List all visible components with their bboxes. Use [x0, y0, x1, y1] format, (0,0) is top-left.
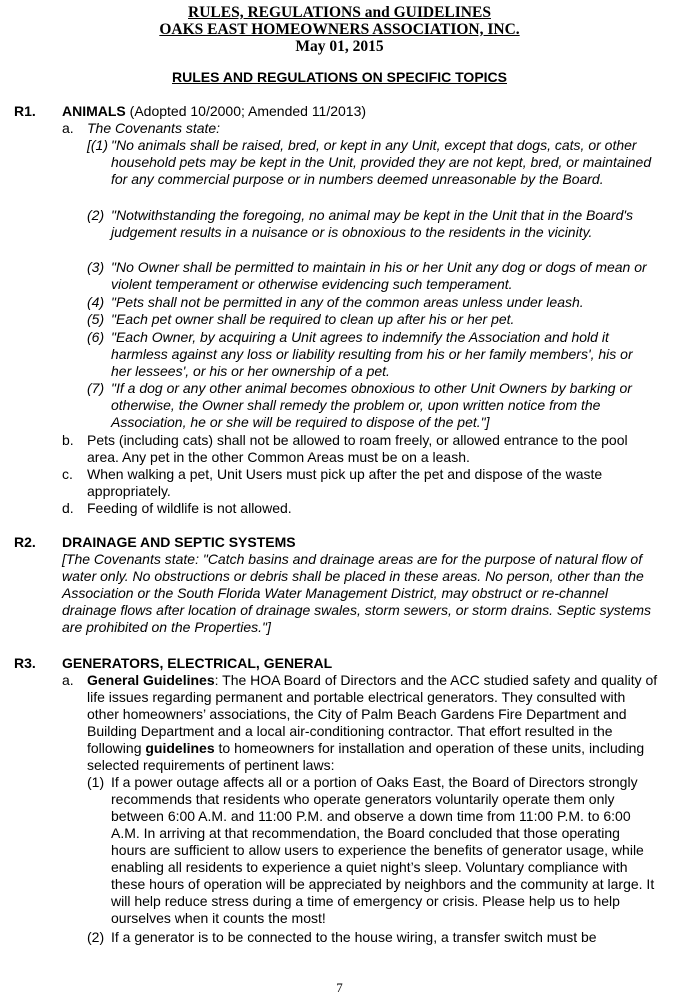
clause-label: (2): [87, 207, 105, 223]
clause-text: "Each Owner, by acquiring a Unit agrees to indemnify the Association and hold it harmless against any loss or liability resulting from his or her family members', his or her lessees', or his or her ownership of a pet.: [111, 329, 633, 379]
clause-label: (7): [87, 380, 105, 396]
section-note: (Adopted 10/2000; Amended 11/2013): [125, 103, 367, 119]
clause-text: "Notwithstanding the foregoing, no animal may be kept in the Unit that in the Board's judgement results in a nuisance or is obnoxious to the residents in the vicinity.: [111, 207, 634, 240]
clause-text: "Each pet owner shall be required to clean up after his or her pet.: [111, 311, 515, 327]
item-text: General Guidelines: The HOA Board of Directors and the ACC studied safety and quality of life issues regarding permanent and portable electrical generators. They consulted with other homeowners’ associations, the City of Palm Beach Gardens Fire Department and Building Department and a local air-conditioning contractor. That effort resulted in the following guidelines to homeowners for installation and operation of these units, including selected requirements of pertinent laws:: [87, 672, 658, 773]
guideline-label: (1): [87, 774, 105, 790]
item-text: The Covenants state:: [87, 120, 221, 136]
item-label: b.: [62, 432, 74, 448]
association-name: OAKS EAST HOMEOWNERS ASSOCIATION, INC.: [159, 21, 520, 38]
page-number: 7: [336, 980, 343, 995]
section-number: R2.: [14, 534, 36, 550]
guidelines-emphasis: guidelines: [145, 740, 215, 756]
item-label: d.: [62, 500, 74, 516]
section-number: R1.: [14, 103, 36, 119]
item-label: a.: [62, 120, 74, 136]
item-label: c.: [62, 466, 73, 482]
section-title: ANIMALS: [62, 103, 126, 119]
clause-label: (3): [87, 259, 105, 275]
clause-label: (4): [87, 294, 105, 310]
clause-text: "If a dog or any other animal becomes obnoxious to other Unit Owners by barking or otherwise, the Owner shall remedy the problem or, upon written notice from the Association, he or she will be required to dispose of the pet."]: [111, 380, 632, 430]
section-title: DRAINAGE AND SEPTIC SYSTEMS: [62, 534, 296, 550]
clause-label: [(1): [87, 137, 108, 153]
document-date: May 01, 2015: [295, 38, 384, 55]
guideline-text: If a power outage affects all or a portion of Oaks East, the Board of Directors strongly recommends that residents who operate generators voluntarily operate them only between 6:00 A.M. and 11:00 P.M. and observe a down time from 11:00 P.M. to 6:00 A.M. In arriving at that recommendation, the Board concluded that those operating hours are sufficient to allow users to experience the benefits of generator usage, while enabling all residents to experience a quiet night’s sleep. Voluntary compliance with these hours of operation will be appreciated by neighbors and the community at large. It will help reduce stress during a time of emergency or crisis. Please help us to help ourselves when it counts the most!: [111, 774, 655, 926]
clause-text: "No animals shall be raised, bred, or kept in any Unit, except that dogs, cats, or other household pets may be kept in the Unit, provided they are not kept, bred, or maintained for any commercial purpose or in numbers deemed unreasonable by the Board.: [111, 137, 652, 187]
document-title: RULES, REGULATIONS and GUIDELINES: [188, 4, 491, 21]
r2-covenant-text: [The Covenants state: "Catch basins and drainage areas are for the purpose of natural flow of water only. No obstructions or debris shall be placed in these areas. No person, other than the Association or the South Florida Water Management District, may obstruct or re-channel drainage flows after location of drainage swales, storm sewers, or storm drains. Septic systems are prohibited on the Properties."]: [62, 551, 652, 635]
section-subtitle: RULES AND REGULATIONS ON SPECIFIC TOPICS: [172, 69, 507, 85]
clause-text: "No Owner shall be permitted to maintain in his or her Unit any dog or dogs of mean or violent temperament or otherwise evidencing such temperament.: [111, 259, 647, 292]
item-label: a.: [62, 672, 74, 688]
section-title: GENERATORS, ELECTRICAL, GENERAL: [62, 655, 333, 671]
section-number: R3.: [14, 655, 36, 671]
item-text: When walking a pet, Unit Users must pick up after the pet and dispose of the waste appropriately.: [87, 466, 603, 499]
guideline-label: (2): [87, 929, 105, 945]
clause-label: (5): [87, 311, 105, 327]
clause-label: (6): [87, 329, 105, 345]
clause-text: "Pets shall not be permitted in any of the common areas unless under leash.: [111, 294, 584, 310]
item-heading: General Guidelines: [87, 672, 215, 688]
item-text: Pets (including cats) shall not be allowed to roam freely, or allowed entrance to the pool area. Any pet in the other Common Areas must be on a leash.: [87, 432, 628, 465]
guideline-text: If a generator is to be connected to the house wiring, a transfer switch must be: [111, 929, 597, 945]
item-text: Feeding of wildlife is not allowed.: [87, 500, 292, 516]
